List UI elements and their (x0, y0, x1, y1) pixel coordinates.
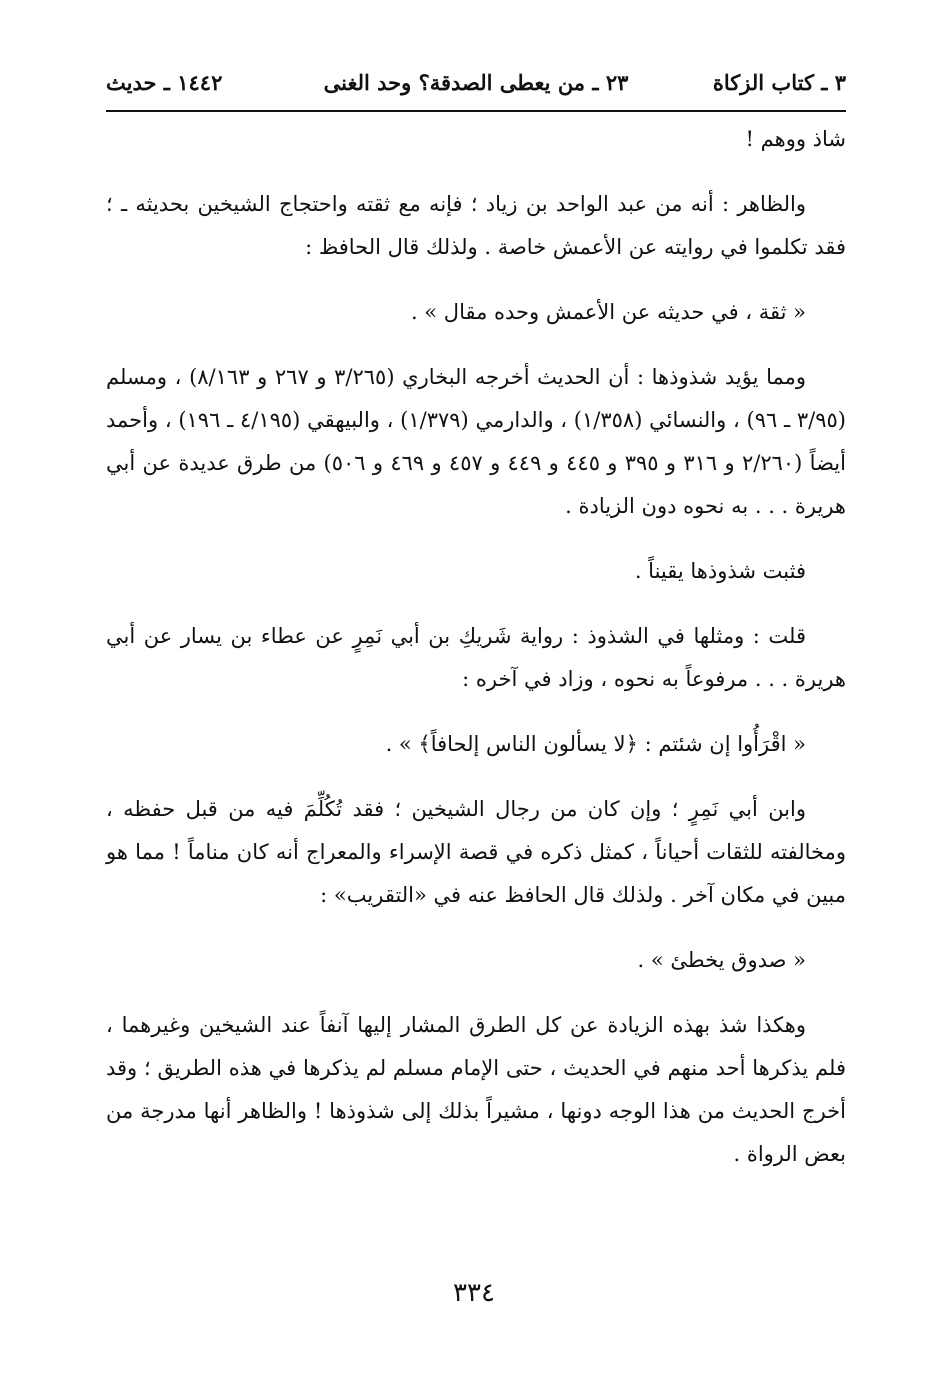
header-divider (106, 110, 846, 112)
page-body (106, 118, 846, 1198)
paragraph-final-assessment: وهكذا شذ بهذه الزيادة عن كل الطرق المشار إليها آنفاً عند الشيخين وغيرهما ، فلم يذكرها أحد منهم في الحديث ، حتى الإمام مسلم لم يذكرها في هذه الطريق ؛ وقد أخرج الحديث من هذا الوجه دونها ، مشيراً بذلك إلى شذوذها ! والظاهر أنها مدرجة من بعض الرواة . (106, 1013, 846, 1166)
paragraph-sharik-narration: قلت : ومثلها في الشذوذ : رواية شَريكِ بن أبي نَمِرٍ عن عطاء بن يسار عن أبي هريرة . . . مرفوعاً به نحوه ، وزاد في آخره : (106, 624, 846, 691)
chapter-title: ٣ ـ كتاب الزكاة (712, 70, 846, 95)
quote-quranic-addition: « اقْرَأُوا إن شئتم : ﴿لا يسألون الناس إلحافاً﴾ » . (385, 732, 806, 756)
hadith-range: ١٤٤٢ ـ حديث (106, 70, 223, 95)
page-number: ٣٣٤ (453, 1278, 495, 1308)
paragraph-continuation: شاذ ووهم ! (745, 127, 846, 151)
section-title: ٢٣ ـ من يعطى الصدقة؟ وحد الغنى (323, 70, 629, 95)
paragraph-conclusion: فثبت شذوذها يقيناً . (634, 559, 806, 583)
paragraph-ibn-abi-namir: وابن أبي نَمِرٍ ؛ وإن كان من رجال الشيخين ؛ فقد تُكُلِّمَ فيه من قبل حفظه ، ومخالفته للثقات أحياناً ، كمثل ذكره في قصة الإسراء والمعراج أنه كان مناماً ! مما هو مبين في مكان آخر . ولذلك قال الحافظ عنه في «التقريب» : (106, 797, 846, 907)
paragraph-apparent-cause: والظاهر : أنه من عبد الواحد بن زياد ؛ فإنه مع ثقته واحتجاج الشيخين بحديثه ـ ؛ فقد تكلموا في روايته عن الأعمش خاصة . ولذلك قال الحافظ : (106, 192, 846, 259)
quote-saduq-yukhti: « صدوق يخطئ » . (637, 948, 806, 972)
quote-hafiz-thiqa: « ثقة ، في حديثه عن الأعمش وحده مقال » . (410, 300, 806, 324)
paragraph-supporting-sources: ومما يؤيد شذوذها : أن الحديث أخرجه البخاري (٣/٢٦٥ و ٢٦٧ و ٨/١٦٣) ، ومسلم (٣/٩٥ ـ ٩٦) ، والنسائي (١/٣٥٨) ، والدارمي (١/٣٧٩) ، والبيهقي (٤/١٩٥ ـ ١٩٦) ، وأحمد أيضاً (٢/٢٦٠ و ٣١٦ و ٣٩٥ و ٤٤٥ و ٤٤٩ و ٤٥٧ و ٤٦٩ و ٥٠٦) من طرق عديدة عن أبي هريرة . . . به نحوه دون الزيادة . (106, 365, 846, 518)
running-header (106, 70, 846, 104)
